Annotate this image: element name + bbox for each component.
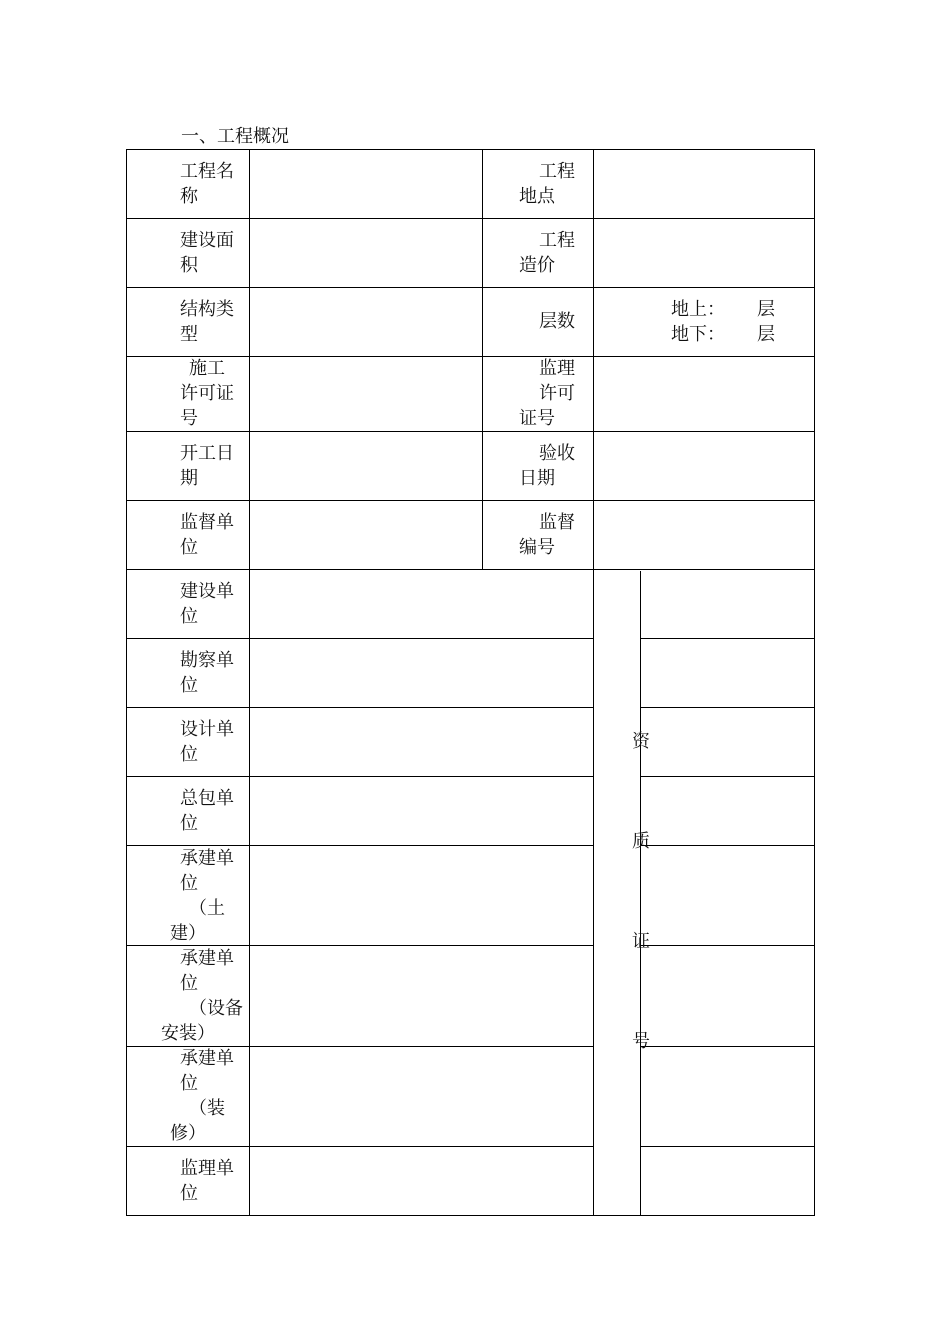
above-ground-label: 地上： — [671, 299, 725, 320]
structure-type-label-line1: 结构类 — [180, 299, 234, 320]
start-date-label-line2: 期 — [180, 468, 198, 489]
acceptance-date-label-line2: 日期 — [519, 468, 555, 489]
contractor-equipment-label-line3: （设备 — [189, 998, 243, 1019]
contractor-equipment-label-line4: 安装） — [161, 1023, 215, 1044]
supervisor-unit-label-line2: 位 — [180, 1183, 198, 1204]
general-contractor-label-line2: 位 — [180, 813, 198, 834]
supervisor-unit-label-line1: 监理单 — [180, 1158, 234, 1179]
qualification-char-1: 资 — [632, 731, 650, 752]
project-location-label-line1: 工程 — [539, 161, 575, 182]
project-cost-label-line2: 造价 — [519, 255, 555, 276]
supervision-permit-label-line1: 监理 — [539, 358, 575, 379]
survey-unit-label-line1: 勘察单 — [180, 650, 234, 671]
contractor-civil-label-line2: 位 — [180, 873, 198, 894]
project-location-label-line2: 地点 — [519, 186, 555, 207]
floor-count-label: 层数 — [539, 311, 575, 332]
construction-permit-label-line2: 许可证 — [180, 383, 234, 404]
acceptance-date-value[interactable] — [594, 432, 814, 500]
survey-unit-label-line2: 位 — [180, 675, 198, 696]
construction-permit-value[interactable] — [250, 357, 482, 431]
start-date-label-line1: 开工日 — [180, 443, 234, 464]
supervision-permit-label-line2: 许可 — [539, 383, 575, 404]
below-floor-unit: 层 — [757, 324, 775, 345]
design-unit-label-line1: 设计单 — [180, 719, 234, 740]
qualification-char-2: 质 — [632, 831, 650, 852]
construction-unit-label-line2: 位 — [180, 606, 198, 627]
contractor-equipment-label-line2: 位 — [180, 973, 198, 994]
project-name-label-line1: 工程名 — [180, 161, 234, 182]
acceptance-date-label-line1: 验收 — [539, 443, 575, 464]
construction-unit-label-line1: 建设单 — [180, 581, 234, 602]
supervision-number-label-line2: 编号 — [519, 537, 555, 558]
contractor-civil-label-line3: （土 — [189, 898, 225, 919]
contractor-decoration-label-line4: 修） — [170, 1123, 206, 1144]
project-cost-value[interactable] — [594, 219, 814, 287]
build-area-value[interactable] — [250, 219, 482, 287]
construction-permit-label-line1: 施工 — [189, 358, 225, 379]
contractor-decoration-label-line1: 承建单 — [180, 1048, 234, 1069]
construction-permit-label-line3: 号 — [180, 408, 198, 429]
contractor-civil-label-line1: 承建单 — [180, 848, 234, 869]
build-area-label-line1: 建设面 — [180, 230, 234, 251]
supervision-permit-value[interactable] — [594, 357, 814, 431]
project-name-label-line2: 称 — [180, 186, 198, 207]
supervision-unit-label-line2: 位 — [180, 537, 198, 558]
contractor-civil-label-line4: 建） — [170, 923, 206, 944]
contractor-decoration-label-line2: 位 — [180, 1073, 198, 1094]
section-heading: 一、工程概况 — [181, 126, 289, 147]
design-unit-label-line2: 位 — [180, 744, 198, 765]
structure-type-label-line2: 型 — [180, 324, 198, 345]
structure-type-value[interactable] — [250, 288, 482, 356]
supervision-number-value[interactable] — [594, 501, 814, 569]
project-overview-table — [126, 149, 815, 1216]
contractor-decoration-label-line3: （装 — [189, 1098, 225, 1119]
supervision-number-label-line1: 监督 — [539, 512, 575, 533]
start-date-value[interactable] — [250, 432, 482, 500]
project-name-value[interactable] — [250, 150, 482, 218]
project-location-value[interactable] — [594, 150, 814, 218]
supervision-unit-label-line1: 监督单 — [180, 512, 234, 533]
supervision-unit-value[interactable] — [250, 501, 482, 569]
build-area-label-line2: 积 — [180, 255, 198, 276]
supervision-permit-label-line3: 证号 — [519, 408, 555, 429]
general-contractor-label-line1: 总包单 — [180, 788, 234, 809]
contractor-equipment-label-line1: 承建单 — [180, 948, 234, 969]
below-ground-label: 地下： — [671, 324, 725, 345]
qualification-char-3: 证 — [632, 931, 650, 952]
above-floor-unit: 层 — [757, 299, 775, 320]
project-cost-label-line1: 工程 — [539, 230, 575, 251]
qualification-char-4: 号 — [632, 1031, 650, 1052]
